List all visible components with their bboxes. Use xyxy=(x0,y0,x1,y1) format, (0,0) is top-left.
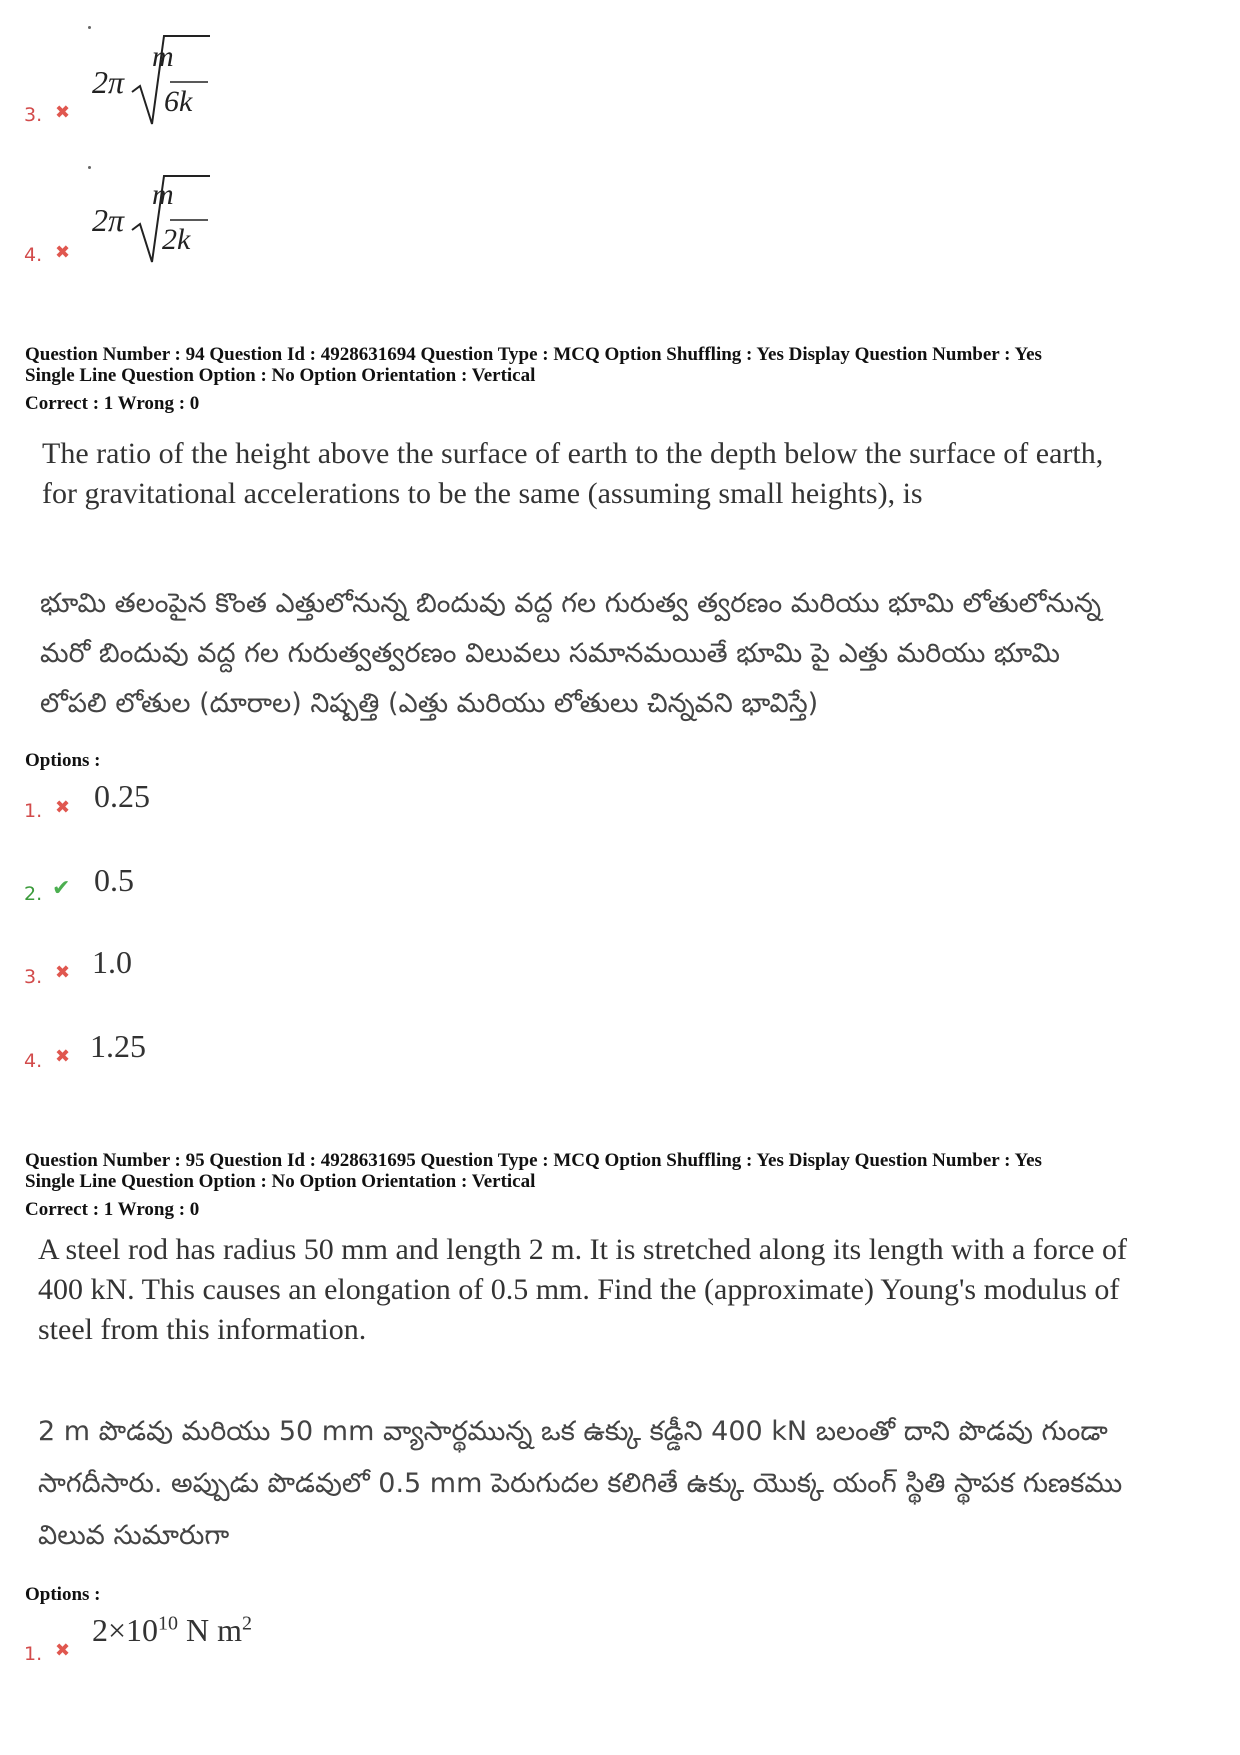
option-number: 4. xyxy=(24,244,43,266)
wrong-mark-icon: ✖ xyxy=(55,242,71,263)
wrong-mark-icon: ✖ xyxy=(55,962,71,983)
question-meta-line2: Single Line Question Option : No Option Orientation : Vertical xyxy=(25,1171,536,1192)
question-text-telugu-line2: సాగదీసారు. అప్పుడు పొడవులో 0.5 mm పెరుగుదల కలిగితే ఉక్కు యొక్క యంగ్ స్థితి స్థాపక గుణకము xyxy=(38,1468,1123,1499)
question-text-telugu-line1: భూమి తలంపైన కొంత ఎత్తులోనున్న బిందువు వద్ద గల గురుత్వ త్వరణం మరియు భూమి లోతులోనున్న xyxy=(40,588,1102,619)
decorative-dot xyxy=(88,26,91,29)
formula-numerator: m xyxy=(152,40,174,73)
decorative-dot xyxy=(88,166,91,169)
question-text-english-line1: The ratio of the height above the surface of earth to the depth below the surface of earth, xyxy=(42,437,1104,470)
question-text-telugu-line1: 2 m పొడవు మరియు 50 mm వ్యాసార్థమున్న ఒక ఉక్కు కడ్డీని 400 kN బలంతో దాని పొడవు గుండా xyxy=(38,1416,1108,1447)
formula-denominator: 6k xyxy=(164,85,193,118)
formula-denominator: 2k xyxy=(162,223,191,256)
question-meta-line1: Question Number : 95 Question Id : 4928631695 Question Type : MCQ Option Shuffling : Yes Display Question Number : Yes xyxy=(25,1150,1042,1171)
option-number: 3. xyxy=(24,104,43,126)
option-value: 1.0 xyxy=(92,944,132,980)
formula-coefficient: 2π xyxy=(92,202,125,238)
option-unit: N m xyxy=(178,1612,243,1648)
wrong-mark-icon: ✖ xyxy=(55,1640,71,1661)
option-number: 3. xyxy=(24,966,43,988)
option-number: 1. xyxy=(24,1643,43,1665)
option-number: 2. xyxy=(24,883,43,905)
options-label: Options : xyxy=(25,1584,101,1605)
question-score: Correct : 1 Wrong : 0 xyxy=(25,393,200,414)
option-mantissa: 2×10 xyxy=(92,1612,159,1648)
option-unit-exponent: 2 xyxy=(242,1612,253,1635)
question-text-english-line3: steel from this information. xyxy=(38,1313,367,1346)
formula-coefficient: 2π xyxy=(92,64,125,100)
wrong-mark-icon: ✖ xyxy=(55,1046,71,1067)
formula-option-4 xyxy=(92,170,222,270)
correct-mark-icon: ✔ xyxy=(52,876,71,901)
option-value: 0.5 xyxy=(94,862,134,898)
question-score: Correct : 1 Wrong : 0 xyxy=(25,1199,200,1220)
wrong-mark-icon: ✖ xyxy=(55,102,71,123)
question-text-telugu-line3: లోపలి లోతుల (దూరాల) నిష్పత్తి (ఎత్తు మరియు లోతులు చిన్నవని భావిస్తే) xyxy=(40,688,819,719)
question-meta-line1: Question Number : 94 Question Id : 4928631694 Question Type : MCQ Option Shuffling : Yes Display Question Number : Yes xyxy=(25,344,1042,365)
option-value: 1.25 xyxy=(90,1028,146,1064)
option-number: 4. xyxy=(24,1050,43,1072)
wrong-mark-icon: ✖ xyxy=(55,797,71,818)
formula-numerator: m xyxy=(152,178,174,211)
option-exponent: 10 xyxy=(158,1612,179,1635)
formula-option-3 xyxy=(92,30,222,130)
option-value xyxy=(92,1612,252,1649)
question-text-english-line2: for gravitational accelerations to be the same (assuming small heights), is xyxy=(42,477,923,510)
options-label: Options : xyxy=(25,750,101,771)
question-text-english-line1: A steel rod has radius 50 mm and length 2 m. It is stretched along its length with a force of xyxy=(38,1233,1127,1266)
question-text-english-line2: 400 kN. This causes an elongation of 0.5 mm. Find the (approximate) Young's modulus of xyxy=(38,1273,1120,1306)
question-text-telugu-line3: విలువ సుమారుగా xyxy=(38,1520,230,1551)
option-number: 1. xyxy=(24,800,43,822)
option-value: 0.25 xyxy=(94,778,150,814)
question-text-telugu-line2: మరో బిందువు వద్ద గల గురుత్వత్వరణం విలువలు సమానమయితే భూమి పై ఎత్తు మరియు భూమి xyxy=(40,638,1060,669)
question-meta-line2: Single Line Question Option : No Option Orientation : Vertical xyxy=(25,365,536,386)
